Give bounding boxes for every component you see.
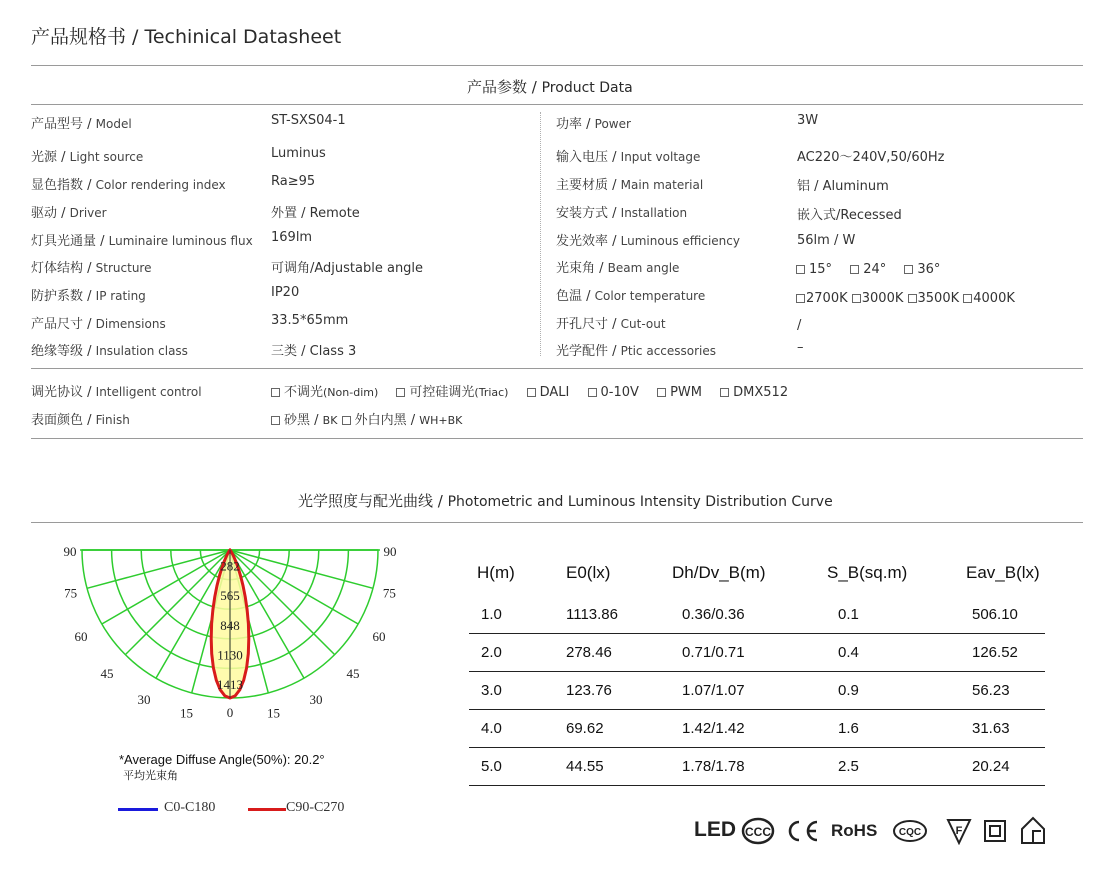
spec-label-cn: 灯体结构 / [31,261,92,276]
table-cell: 5.0 [481,758,502,775]
spec-value: / [797,318,802,333]
checkbox[interactable] [796,294,805,303]
average-angle-note: *Average Diffuse Angle(50%): 20.2° [119,752,325,767]
table-cell: 0.9 [838,682,859,699]
angle-label: 15 [266,705,280,721]
angle-label: 75 [382,585,396,601]
table-header-cell: Eav_B(lx) [966,563,1040,582]
spec-label-en: Input voltage [620,150,701,164]
divider [31,104,1083,105]
table-cell: 1113.86 [566,606,618,623]
spec-label-en: Color rendering index [95,178,226,192]
polar-distribution-diagram [55,540,405,725]
photometric-title: 光学照度与配光曲线 / Photometric and Luminous Intensity Distribution Curve [298,492,833,510]
table-cell: 123.76 [566,682,612,699]
spec-label-en: Luminous efficiency [620,234,740,248]
ring-label: 1413 [217,677,243,692]
spec-value: 三类 / Class 3 [271,344,357,359]
divider [31,438,1083,439]
spec-label-cn: 产品尺寸 / [31,317,92,332]
angle-label: 75 [64,585,78,601]
spec-label-en: Color temperature [594,289,706,303]
spec-label-cn: 绝缘等级 / [31,344,92,359]
checkbox[interactable] [904,265,913,274]
photometric-table [469,556,1045,786]
table-cell: 44.55 [566,758,604,775]
legend-line-c0 [118,808,158,811]
spec-label [31,230,253,249]
divider [31,522,1083,523]
spec-label [556,313,666,332]
spec-value: 33.5*65mm [271,313,349,328]
spec-label-cn: 显色指数 / [31,178,92,193]
checkbox[interactable] [852,294,861,303]
ccc-icon [741,816,775,846]
angle-label: 45 [100,666,114,682]
table-cell: 126.52 [972,644,1018,661]
spec-label-en: Installation [620,206,688,220]
control-option-dmx512: DMX512 [720,385,788,400]
spec-value: 可调角/Adjustable angle [271,261,424,276]
spec-label [556,285,705,304]
table-header-row [469,556,1045,596]
angle-label: 0 [226,705,234,720]
spec-value: 外置 / Remote [271,206,360,221]
table-cell: 69.62 [566,720,604,737]
table-cell: 56.23 [972,682,1010,699]
angle-label: 60 [74,629,88,644]
column-divider [540,112,541,356]
control-option-non-dim: 不调光(Non-dim) [271,385,378,400]
legend-c90-c270: C90-C270 [286,800,345,815]
spec-value: Ra≥95 [271,174,316,189]
ce-icon [786,818,820,844]
table-cell: 0.1 [838,606,859,623]
finish-options [271,409,462,428]
checkbox[interactable] [796,265,805,274]
spec-label-en: Light source [69,150,144,164]
table-cell: 1.6 [838,720,859,737]
spec-label-cn: 光学配件 / [556,344,617,359]
spec-label-en: Power [594,117,631,131]
checkbox[interactable] [908,294,917,303]
ring-label: 1130 [217,647,243,663]
spec-label-cn: 发光效率 / [556,234,617,249]
angle-label: 45 [346,666,360,682]
checkbox[interactable] [396,388,405,397]
spec-label-en: Luminaire luminous flux [108,234,253,248]
table-header-cell: Dh/Dv_B(m) [672,563,766,582]
angle-label: 30 [309,691,323,707]
table-row [469,634,1045,672]
cct-option: 3000K [852,291,904,306]
spec-label-cn: 光源 / [31,150,66,165]
spec-label [31,113,132,132]
spec-label-en: Model [95,117,132,131]
spec-label [556,257,679,276]
checkbox[interactable] [588,388,597,397]
checkbox[interactable] [963,294,972,303]
angle-label: 90 [63,544,77,559]
table-cell: 2.0 [481,644,502,661]
table-cell: 1.78/1.78 [682,758,745,775]
beam-option: 36° [904,262,940,277]
spec-value: IP20 [271,285,300,300]
legend-c0-c180: C0-C180 [164,800,216,815]
spec-value: 56lm / W [797,233,856,248]
ring-label: 565 [220,588,240,604]
angle-label: 90 [383,544,397,559]
checkbox[interactable] [271,416,280,425]
table-row [469,710,1045,748]
indoor-use-icon [1019,815,1049,845]
spec-label-cn: 功率 / [556,117,591,132]
spec-label-en: Insulation class [95,344,188,358]
table-cell: 2.5 [838,758,859,775]
beam-option: 15° [796,262,832,277]
spec-label [556,340,716,359]
spec-label [31,340,188,359]
table-cell: 1.42/1.42 [682,720,745,737]
angle-label: 30 [137,691,151,707]
table-cell: 506.10 [972,606,1018,623]
spec-label-cn: 开孔尺寸 / [556,317,617,332]
average-angle-note-cn: 平均光束角 [123,770,178,782]
control-option-pwm: PWM [657,385,702,400]
spec-label-cn: 安装方式 / [556,206,617,221]
spec-label-en: Structure [95,261,152,275]
table-cell: 278.46 [566,644,612,661]
spec-label [556,202,687,221]
control-options [271,381,802,400]
spec-label [31,146,143,165]
certification-marks [694,814,1054,848]
spec-value: 铝 / Aluminum [797,179,889,194]
document-title: 产品规格书 / Techinical Datasheet [31,26,342,48]
checkbox[interactable] [527,388,536,397]
control-option-dali: DALI [527,385,570,400]
spec-label [31,257,151,276]
spec-label [31,313,166,332]
spec-label-en: Ptic accessories [620,344,717,358]
table-cell: 1.07/1.07 [682,682,745,699]
angle-label: 15 [180,705,194,721]
table-header-cell: E0(lx) [566,563,611,582]
spec-value: AC220～240V,50/60Hz [797,150,945,165]
f-mark-icon [946,817,972,845]
table-row [469,672,1045,710]
led-mark: LED [694,818,736,841]
spec-value: Luminus [271,146,326,161]
table-cell: 1.0 [481,606,502,623]
intelligent-control-label: 调光协议 / Intelligent control [31,385,202,400]
svg-text:F: F [955,825,963,837]
double-insulation-icon [983,819,1007,843]
svg-text:CQC: CQC [898,827,922,838]
table-cell: 31.63 [972,720,1010,737]
spec-label-en: Dimensions [95,317,166,331]
spec-label [31,174,226,193]
table-header-cell: H(m) [477,563,515,582]
cct-option: 3500K [908,291,960,306]
spec-label-cn: 产品型号 / [31,117,92,132]
beam-option: 24° [850,262,886,277]
spec-label-cn: 灯具光通量 / [31,234,105,249]
control-option-triac: 可控硅调光(Triac) [396,385,508,400]
table-cell: 4.0 [481,720,502,737]
checkbox[interactable] [271,388,280,397]
table-cell: 0.4 [838,644,859,661]
spec-value: – [797,340,804,355]
table-cell: 0.71/0.71 [682,644,745,661]
table-header-cell: S_B(sq.m) [827,563,908,582]
finish-option-wh-bk: 外白内黑 / WH+BK [342,413,463,428]
spec-label-cn: 防护系数 / [31,289,92,304]
cct-options [796,291,1015,306]
rohs-mark: RoHS [831,821,878,840]
spec-label-cn: 驱动 / [31,206,66,221]
spec-label [556,230,740,249]
spec-label-en: IP rating [95,289,146,303]
table-cell: 20.24 [972,758,1010,775]
svg-text:CCC: CCC [745,825,771,839]
divider [31,368,1083,369]
table-row [469,748,1045,786]
legend-line-c90 [248,808,286,811]
finish-option-bk: 砂黑 / BK [271,413,337,428]
divider [31,65,1083,66]
spec-label-cn: 色温 / [556,289,591,304]
cct-option: 4000K [963,291,1015,306]
checkbox[interactable] [850,265,859,274]
table-cell: 0.36/0.36 [682,606,745,623]
spec-label-en: Cut-out [620,317,666,331]
spec-label-en: Main material [620,178,704,192]
spec-label [31,202,107,221]
checkbox[interactable] [720,388,729,397]
ring-label: 282 [220,558,240,574]
spec-label [556,146,700,165]
spec-label [556,174,703,193]
spec-label-en: Beam angle [607,261,680,275]
finish-label: 表面颜色 / Finish [31,413,130,428]
beam-angle-options [796,262,954,277]
cqc-icon [892,819,928,843]
table-row [469,596,1045,634]
spec-label-cn: 输入电压 / [556,150,617,165]
spec-value: ST-SXS04-1 [271,113,346,128]
angle-label: 60 [372,629,386,644]
spec-label [31,285,146,304]
spec-label-en: Driver [69,206,107,220]
spec-label-cn: 光束角 / [556,261,604,276]
product-data-title: 产品参数 / Product Data [467,78,633,96]
spec-value: 3W [797,113,819,128]
cct-option: 2700K [796,291,848,306]
spec-label [556,113,631,132]
table-cell: 3.0 [481,682,502,699]
control-option-0-10v: 0-10V [588,385,639,400]
checkbox[interactable] [657,388,666,397]
spec-label-cn: 主要材质 / [556,178,617,193]
spec-value: 169lm [271,230,313,245]
ring-label: 848 [220,617,240,633]
spec-value: 嵌入式/Recessed [797,208,902,223]
checkbox[interactable] [342,416,351,425]
